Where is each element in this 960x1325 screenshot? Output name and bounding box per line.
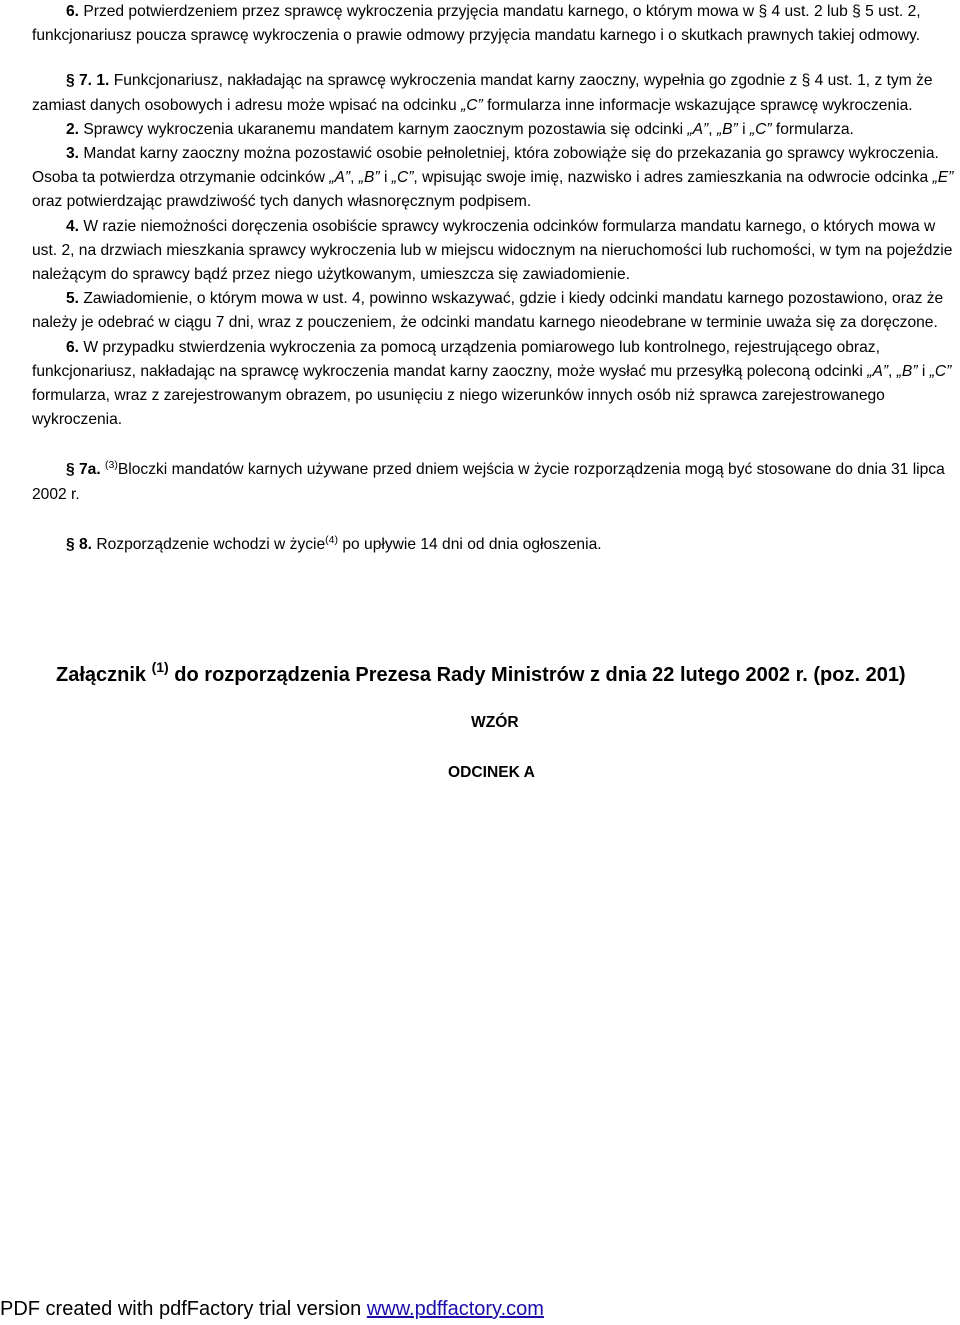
coupon-label: „B” [716,120,738,138]
coupon-label: „C” [929,362,952,380]
section-7-paragraph-3 [32,142,960,215]
coupon-label: „C” [749,120,772,138]
coupon-label: „C” [391,169,414,187]
conjunction: i [742,120,746,138]
footnote-marker: (3) [105,459,118,472]
paragraph-text: , wpisując swoje imię, nazwisko i adres zamieszkania na odwrocie odcinka [413,169,929,187]
paragraph-text: formularza inne informacje wskazujące sprawcę wykroczenia. [487,96,913,114]
paragraph-text: Zawiadomienie, o którym mowa w ust. 4, powinno wskazywać, gdzie i kiedy odcinki mandatu karnego pozostawiono, oraz że należy je odebrać w ciągu 7 dni, wraz z pouczeniem, że odcinki mandatu karnego nieodebrane w terminie uważa się za doręczone. [32,290,944,332]
separator: , [708,120,713,138]
section-number: § 7a. [66,461,101,479]
section-number: § 8. [66,535,93,553]
coupon-label: „B” [896,362,918,380]
paragraph-text: W przypadku stwierdzenia wykroczenia za pomocą urządzenia pomiarowego lub kontrolnego, rejestrującego obraz, funkcjonariusz, nakładając na sprawcę wykroczenia mandat karny zaoczny, może wysłać mu przesyłką poleconą odcinki [32,338,880,380]
section-7-paragraph-1 [32,69,960,117]
coupon-label: „E” [932,169,954,187]
paragraph-text: Mandat karny zaoczny można pozostawić osobie pełnoletniej, która zobowiąże się do przekazania go sprawcy wykroczenia. Osoba ta potwierdza otrzymanie odcinków [32,145,939,187]
conjunction: i [383,169,388,187]
template-heading: WZÓR [471,714,519,731]
paragraph-text: W razie niemożności doręczenia osobiście sprawcy wykroczenia odcinków formularza mandatu karnego, o których mowa w ust. 2, na drzwiach mieszkania sprawcy wykroczenia lub w miejscu widocznym na nieruchomości lub ruchomości, w tym na pojeździe należącym do sprawcy bądź przez niego użytkowanym, umieszcza się zawiadomienie. [32,217,953,284]
paragraph-6-prev [32,0,960,48]
paragraph-text: oraz potwierdzając prawdziwość tych danych własnoręcznym podpisem. [32,193,532,211]
coupon-label: „C” [461,96,483,114]
coupon-heading: ODCINEK A [448,764,535,781]
section-7a [32,458,960,506]
paragraph-text: Sprawcy wykroczenia ukaranemu mandatem karnym zaocznym pozostawia się odcinki [83,120,684,138]
annex-title: do rozporządzenia Prezesa Rady Ministrów z dnia 22 lutego 2002 r. (poz. 201) [174,664,906,686]
coupon-label: „B” [358,169,380,187]
footnote-marker: (1) [151,659,169,675]
annex-heading [56,659,906,687]
conjunction: i [921,362,926,380]
footnote-marker: (4) [325,533,339,546]
section-7-paragraph-2 [32,118,960,142]
pdffactory-link[interactable]: www.pdffactory.com [366,1298,544,1320]
pdf-footer [0,1298,544,1321]
paragraph-text: po upływie 14 dni od dnia ogłoszenia. [342,535,602,553]
paragraph-text: Funkcjonariusz, nakładając na sprawcę wykroczenia mandat karny zaoczny, wypełnia go zgodnie z § 4 ust. 1, z tym że zamiast danych osobowych i adresu może wpisać na odcinku [32,72,933,114]
section-number: § 7. 1. [66,72,110,90]
paragraph-number: 4. [66,217,80,235]
paragraph-text: formularza. [775,120,854,138]
footer-text: PDF created with pdfFactory trial version [0,1298,362,1320]
document-body [32,0,960,557]
paragraph-text: Rozporządzenie wchodzi w życie [96,535,326,553]
section-8 [32,533,960,557]
coupon-label: „A” [687,120,709,138]
annex-word: Załącznik [56,664,147,686]
coupon-label: „A” [329,169,351,187]
paragraph-text: Przed potwierdzeniem przez sprawcę wykroczenia przyjęcia mandatu karnego, o którym mowa w § 4 ust. 2 lub § 5 ust. 2, funkcjonariusz poucza sprawcę wykroczenia o prawie odmowy przyjęcia mandatu karnego i o skutkach prawnych takiej odmowy. [32,3,921,45]
paragraph-text: formularza, wraz z zarejestrowanym obrazem, po usunięciu z niego wizerunków innych osób niż sprawca zarejestrowanego wykroczenia. [32,387,885,429]
separator: , [350,169,355,187]
paragraph-number: 2. [66,120,80,138]
paragraph-number: 6. [66,3,80,20]
section-7-paragraph-5 [32,287,960,335]
paragraph-number: 6. [66,338,80,356]
section-7-paragraph-6 [32,336,960,433]
paragraph-text: Bloczki mandatów karnych używane przed dniem wejścia w życie rozporządzenia mogą być stosowane do dnia 31 lipca 2002 r. [32,461,945,503]
paragraph-number: 5. [66,290,80,308]
separator: , [888,362,893,380]
section-7-paragraph-4 [32,215,960,288]
coupon-label: „A” [867,362,889,380]
paragraph-number: 3. [66,145,80,163]
